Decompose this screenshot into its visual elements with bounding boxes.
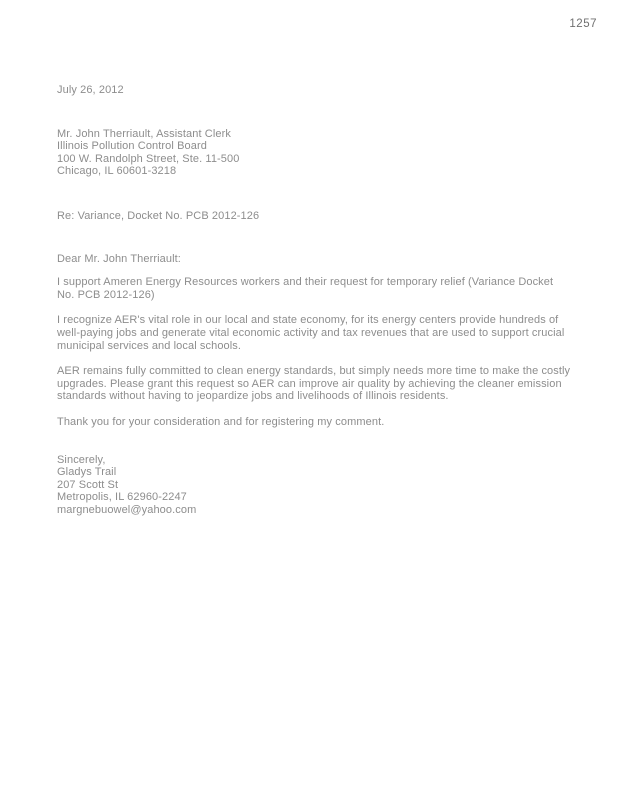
letter-body xyxy=(57,84,577,516)
signer-city-state-zip: Metropolis, IL 62960-2247 xyxy=(57,491,187,504)
subject-line: Re: Variance, Docket No. PCB 2012-126 xyxy=(57,209,260,222)
paragraph-support: I support Ameren Energy Resources workers and their request for temporary relief (Variance Docket No. PCB 2012-126) xyxy=(57,276,554,301)
paragraph-thank-you: Thank you for your consideration and for registering my comment. xyxy=(57,415,385,428)
salutation: Dear Mr. John Therriault: xyxy=(57,252,181,265)
paragraph-economy: I recognize AER's vital role in our local and state economy, for its energy centers provide hundreds of well-paying jobs and generate vital economic activity and tax revenues that are used to support crucial municipal services and local schools. xyxy=(57,314,565,352)
recipient-street: 100 W. Randolph Street, Ste. 11-500 xyxy=(57,152,240,165)
signature-block xyxy=(57,466,577,516)
closing: Sincerely, xyxy=(57,453,106,466)
recipient-address-block xyxy=(57,128,577,178)
recipient-name: Mr. John Therriault, Assistant Clerk xyxy=(57,127,231,140)
recipient-city-state-zip: Chicago, IL 60601-3218 xyxy=(57,165,177,178)
signer-email: margnebuowel@yahoo.com xyxy=(57,503,197,516)
page-number: 1257 xyxy=(569,18,597,30)
letter-date: July 26, 2012 xyxy=(57,84,124,96)
paragraph-commitment: AER remains fully committed to clean energy standards, but simply needs more time to make the costly upgrades. Please grant this request so AER can improve air quality by achieving the cleaner emission standards without having to jeopardize jobs and livelihoods of Illinois residents. xyxy=(57,365,571,403)
signer-street: 207 Scott St xyxy=(57,478,119,491)
recipient-organization: Illinois Pollution Control Board xyxy=(57,140,207,153)
signer-name: Gladys Trail xyxy=(57,466,117,479)
